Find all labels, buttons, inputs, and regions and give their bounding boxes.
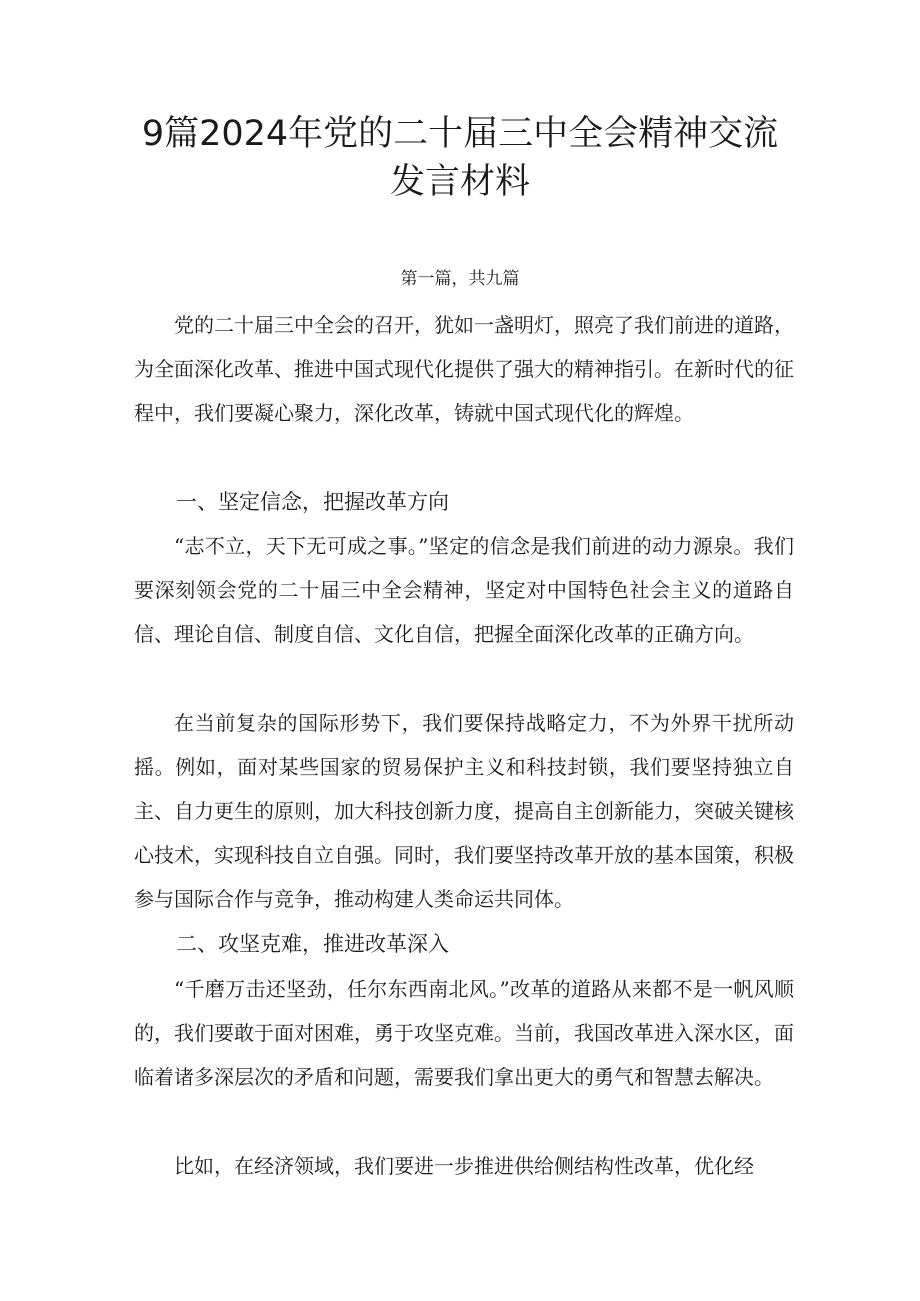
paragraph-section2-1: “千磨万击还坚劲，任尔东西南北风。”改革的道路从来都不是一帆风顺的，我们要敢于面对困难，勇于攻坚克难。当前，我国改革进入深水区，面临着诸多深层次的矛盾和问题，需要我们拿出更大的勇气和智慧去解决。 — [134, 977, 794, 1089]
document-subtitle: 第一篇，共九篇 — [400, 269, 520, 289]
paragraph-section1-2: 在当前复杂的国际形势下，我们要保持战略定力，不为外界干扰所动摇。例如，面对某些国家的贸易保护主义和科技封锁，我们要坚持独立自主、自力更生的原则，加大科技创新力度，提高自主创新能力，突破关键核心技术，实现科技自立自强。同时，我们要坚持改革开放的基本国策，积极参与国际合作与竞争，推动构建人类命运共同体。 — [134, 711, 794, 911]
paragraph-intro: 党的二十届三中全会的召开，犹如一盏明灯，照亮了我们前进的道路，为全面深化改革、推进中国式现代化提供了强大的精神指引。在新时代的征程中，我们要凝心聚力，深化改革，铸就中国式现代化的辉煌。 — [134, 313, 794, 425]
document-title-line-1: 9篇2024年党的二十届三中全会精神交流 — [141, 114, 779, 154]
paragraph-section2-2: 比如，在经济领域，我们要进一步推进供给侧结构性改革，优化经 — [174, 1154, 754, 1178]
section-heading-1: 一、坚定信念，把握改革方向 — [176, 490, 449, 514]
document-title-line-2: 发言材料 — [389, 162, 530, 202]
paragraph-section1-1: “志不立，天下无可成之事。”坚定的信念是我们前进的动力源泉。我们要深刻领会党的二十届三中全会精神，坚定对中国特色社会主义的道路自信、理论自信、制度自信、文化自信，把握全面深化改革的正确方向。 — [134, 534, 794, 646]
section-heading-2: 二、攻坚克难，推进改革深入 — [176, 932, 449, 956]
